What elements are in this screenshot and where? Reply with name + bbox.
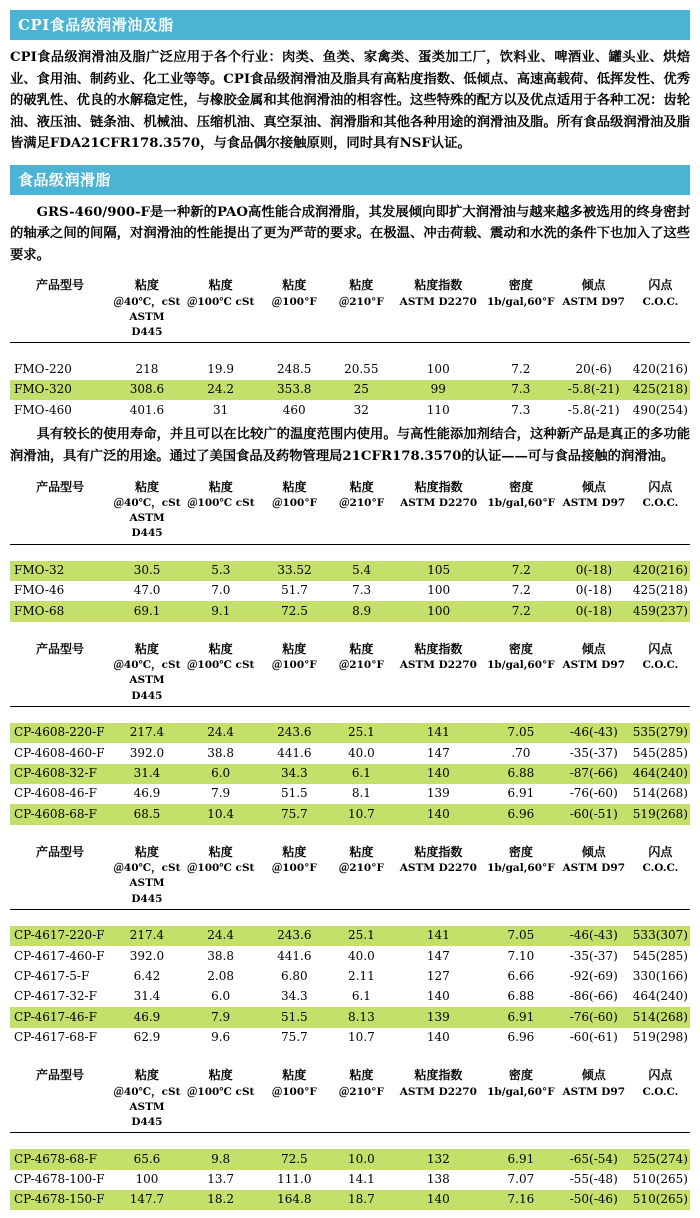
block-spacer — [10, 829, 690, 843]
table-body-1 — [10, 343, 690, 421]
cell-v210f: 10.7 — [348, 1030, 375, 1045]
table-header — [10, 843, 690, 910]
col-header-density: 密度 1b/gal,60°F — [487, 278, 555, 308]
col-header-viscosity-100f: 粘度 ＠100°F — [271, 641, 317, 672]
col-header-viscosity-100f: 粘度 ＠100°F — [271, 844, 317, 875]
cell-pour: -60(-61) — [569, 1030, 618, 1045]
col-header-viscosity-100f: 粘度 ＠100°F — [271, 278, 317, 308]
col-header-flash-point: 闪点 C.O.C. — [642, 844, 679, 875]
col-header-density: 密度 1b/gal,60°F — [487, 844, 555, 875]
cell-v210f: 10.7 — [331, 804, 391, 824]
spec-table — [10, 1066, 690, 1210]
cell-model: CP-4678-68-F — [10, 1149, 110, 1169]
cell-v40: 69.1 — [110, 601, 184, 621]
cell-dens: 6.96 — [485, 804, 557, 824]
cell-v100f: 441.6 — [277, 948, 312, 963]
cell-v100c: 5.3 — [184, 561, 258, 581]
cell-model: CP-4617-46-F — [10, 1007, 110, 1027]
cell-v100f: 51.5 — [257, 1007, 331, 1027]
col-header-viscosity-210f: 粘度 ＠210°F — [338, 278, 384, 308]
table-spacer-row — [10, 706, 690, 723]
cell-v100c: 10.4 — [184, 804, 258, 824]
cell-vi: 100 — [392, 601, 486, 621]
spec-table-block-4 — [10, 843, 690, 1048]
table-row — [10, 1190, 690, 1210]
cell-v100c: 18.2 — [184, 1190, 258, 1210]
cell-model: CP-4608-32-F — [10, 764, 110, 784]
cell-v40: 31.4 — [110, 764, 184, 784]
col-header-viscosity-40c: 粘度 ＠40℃，cSt ASTM D445 — [113, 641, 181, 702]
cell-v100f: 460 — [282, 402, 306, 417]
table-row — [10, 723, 690, 743]
cell-model: FMO-460 — [14, 402, 72, 417]
table-row — [10, 946, 690, 966]
block-spacer — [10, 626, 690, 640]
table-row — [10, 804, 690, 824]
cell-v100c: 38.8 — [207, 948, 234, 963]
cell-dens: .70 — [511, 745, 531, 760]
cell-flash: 519(298) — [632, 1030, 688, 1045]
cell-dens: 7.10 — [507, 948, 535, 963]
cell-pour: -60(-51) — [557, 804, 631, 824]
cell-vi: 147 — [426, 948, 450, 963]
cell-v100c: 7.9 — [184, 1007, 258, 1027]
cell-flash: 490(254) — [632, 402, 688, 417]
table-header — [10, 640, 690, 707]
col-header-density: 密度 1b/gal,60°F — [487, 1068, 555, 1098]
col-header-model: 产品型号 — [36, 1068, 85, 1083]
spec-table-block-1 — [10, 276, 690, 420]
cell-model: CP-4608-220-F — [10, 723, 110, 743]
table-row — [10, 1170, 690, 1190]
cell-v40: 308.6 — [110, 380, 184, 400]
col-header-viscosity-40c: 粘度 ＠40℃，cSt ASTM D445 — [113, 479, 181, 540]
cell-dens: 7.05 — [485, 723, 557, 743]
cell-model: CP-4617-220-F — [10, 926, 110, 946]
cell-v100f: 34.3 — [257, 764, 331, 784]
cell-flash: 535(279) — [631, 723, 690, 743]
cell-pour: -35(-37) — [569, 745, 618, 760]
cell-dens: 7.3 — [511, 402, 531, 417]
cell-v100f: 51.7 — [281, 583, 308, 598]
col-header-viscosity-100c: 粘度 ＠100℃ cSt — [187, 479, 255, 509]
cell-v100c: 6.0 — [211, 989, 231, 1004]
table-body-2 — [10, 544, 690, 622]
cell-v210f: 14.1 — [348, 1172, 375, 1187]
section-heading-1: CPI食品级润滑油及脂 — [10, 10, 690, 40]
col-header-pour-point: 倾点 ASTM D97 — [562, 641, 626, 672]
cell-dens: 7.07 — [507, 1172, 535, 1187]
cell-dens: 7.2 — [511, 361, 531, 376]
col-header-model: 产品型号 — [36, 641, 85, 656]
cell-v100c: 6.0 — [184, 764, 258, 784]
table-row — [10, 380, 690, 400]
table-row — [10, 784, 690, 804]
cell-v40: 46.9 — [110, 1007, 184, 1027]
cell-v210f: 25 — [331, 380, 391, 400]
cell-dens: 7.2 — [485, 601, 557, 621]
cell-v40: 6.42 — [133, 969, 161, 984]
col-header-flash-point: 闪点 C.O.C. — [642, 1068, 679, 1098]
cell-vi: 100 — [427, 583, 451, 598]
cell-v100f: 75.7 — [280, 1030, 308, 1045]
col-header-density: 密度 1b/gal,60°F — [487, 641, 555, 672]
col-header-viscosity-210f: 粘度 ＠210°F — [338, 844, 384, 875]
table-spacer-row — [10, 909, 690, 926]
cell-flash: 514(268) — [632, 786, 688, 801]
cell-v100f: 441.6 — [277, 745, 312, 760]
cell-flash: 420(216) — [632, 361, 688, 376]
cell-v100c: 24.4 — [184, 926, 258, 946]
spec-table-block-3 — [10, 640, 690, 825]
cell-model: CP-4608-460-F — [14, 745, 105, 760]
cell-v210f: 20.55 — [344, 361, 379, 376]
cell-model: CP-4608-68-F — [10, 804, 110, 824]
col-header-viscosity-210f: 粘度 ＠210°F — [339, 479, 385, 509]
col-header-viscosity-100c: 粘度 ＠100℃ cSt — [186, 844, 255, 875]
cell-v210f: 8.13 — [331, 1007, 391, 1027]
col-header-viscosity-index: 粘度指数 ASTM D2270 — [400, 479, 478, 509]
table-row — [10, 764, 690, 784]
cell-dens: 6.91 — [507, 786, 535, 801]
cell-vi: 140 — [392, 804, 486, 824]
cell-v210f: 6.1 — [351, 989, 371, 1004]
cell-v210f: 6.1 — [331, 764, 391, 784]
cell-model: CP-4608-46-F — [14, 786, 97, 801]
cell-v40: 100 — [135, 1172, 159, 1187]
cell-flash: 459(237) — [631, 601, 690, 621]
col-header-viscosity-100c: 粘度 ＠100℃ cSt — [186, 1068, 255, 1098]
cell-dens: 7.2 — [485, 561, 557, 581]
cell-model: CP-4678-150-F — [10, 1190, 110, 1210]
cell-v100c: 24.2 — [184, 380, 258, 400]
cell-v210f: 32 — [353, 402, 369, 417]
cell-v40: 217.4 — [110, 926, 184, 946]
cell-v100c: 38.8 — [207, 745, 234, 760]
cell-v40: 46.9 — [133, 786, 161, 801]
cell-vi: 139 — [426, 786, 450, 801]
col-header-viscosity-210f: 粘度 ＠210°F — [338, 641, 384, 672]
table-header — [10, 478, 690, 545]
cell-pour: -50(-46) — [557, 1190, 631, 1210]
cell-dens: 6.96 — [507, 1030, 535, 1045]
cell-v100c: 9.8 — [184, 1149, 258, 1169]
cell-v100f: 72.5 — [258, 601, 332, 621]
cell-flash: 510(265) — [631, 1190, 690, 1210]
cell-v40: 218 — [135, 361, 159, 376]
cell-pour: -46(-43) — [557, 926, 631, 946]
cell-v100f: 248.5 — [277, 361, 312, 376]
cell-v210f: 25.1 — [331, 926, 391, 946]
cell-v40: 62.9 — [133, 1030, 161, 1045]
table-row — [10, 581, 690, 601]
cell-flash: 464(240) — [632, 989, 688, 1004]
cell-v210f: 40.0 — [348, 948, 375, 963]
spec-table — [10, 276, 690, 420]
cell-v210f: 8.9 — [331, 601, 392, 621]
cell-v40: 217.4 — [110, 723, 184, 743]
cell-pour: 0(-18) — [575, 583, 613, 598]
col-header-viscosity-40c: 粘度 ＠40℃，cSt ASTM D445 — [113, 844, 181, 905]
cell-vi: 140 — [392, 1190, 486, 1210]
cell-dens: 6.91 — [485, 1149, 557, 1169]
cell-flash: 464(240) — [631, 764, 690, 784]
mid-paragraph: 具有较长的使用寿命，并且可以在比较广的温度范围内使用。与高性能添加剂结合，这种新产品是真正的多功能润滑油，具有广泛的用途。通过了美国食品及药物管理局21CFR178.3570的认证——可与食品接触的润滑油。 — [10, 427, 690, 464]
cell-flash: 510(265) — [632, 1172, 688, 1187]
cell-vi: 141 — [392, 926, 486, 946]
cell-flash: 519(268) — [631, 804, 690, 824]
col-header-viscosity-40c: 粘度 ＠40℃，cSt ASTM D445 — [113, 1068, 181, 1128]
table-header — [10, 276, 690, 343]
cell-model: FMO-32 — [10, 561, 110, 581]
cell-flash: 545(285) — [632, 948, 688, 963]
col-header-pour-point: 倾点 ASTM D97 — [562, 278, 625, 308]
cell-flash: 420(216) — [631, 561, 690, 581]
table-row — [10, 926, 690, 946]
cell-vi: 147 — [426, 745, 450, 760]
cell-v100f: 111.0 — [277, 1172, 312, 1187]
col-header-flash-point: 闪点 C.O.C. — [642, 278, 679, 308]
cell-dens: 6.88 — [507, 989, 535, 1004]
col-header-viscosity-100c: 粘度 ＠100℃ cSt — [186, 278, 255, 308]
cell-pour: -92(-69) — [569, 969, 618, 984]
cell-flash: 514(268) — [631, 1007, 690, 1027]
table-spacer-row — [10, 343, 690, 360]
cell-pour: 20(-6) — [575, 361, 612, 376]
cell-v100c: 31 — [212, 402, 229, 417]
spec-table-block-5 — [10, 1066, 690, 1210]
cell-v40: 68.5 — [110, 804, 184, 824]
cell-v100c: 9.6 — [211, 1030, 231, 1045]
cell-v100f: 72.5 — [257, 1149, 331, 1169]
cell-v100c: 9.1 — [184, 601, 258, 621]
col-header-pour-point: 倾点 ASTM D97 — [562, 1068, 626, 1098]
cell-pour: -87(-66) — [557, 764, 631, 784]
cell-v210f: 18.7 — [331, 1190, 391, 1210]
table-row — [10, 1149, 690, 1169]
spec-table-block-2 — [10, 478, 690, 622]
cell-v210f: 2.11 — [348, 969, 375, 984]
cell-dens: 7.05 — [485, 926, 557, 946]
col-header-viscosity-index: 粘度指数 ASTM D2270 — [399, 641, 477, 672]
cell-v100c: 19.9 — [207, 361, 234, 376]
cell-v100f: 353.8 — [257, 380, 331, 400]
table-body-5 — [10, 1133, 690, 1211]
cell-v210f: 8.1 — [351, 786, 371, 801]
col-header-model: 产品型号 — [36, 479, 85, 494]
section-heading-2: 食品级润滑脂 — [10, 165, 690, 195]
table-body-4 — [10, 909, 690, 1048]
cell-v100f: 33.52 — [258, 561, 332, 581]
cell-model: CP-4678-100-F — [14, 1172, 105, 1187]
cell-v100f: 51.5 — [280, 786, 308, 801]
cell-v40: 65.6 — [110, 1149, 184, 1169]
cell-vi: 105 — [392, 561, 486, 581]
cell-vi: 140 — [392, 764, 486, 784]
cell-model: FMO-68 — [10, 601, 110, 621]
cell-dens: 6.91 — [485, 1007, 557, 1027]
cell-v40: 392.0 — [129, 948, 165, 963]
col-header-model: 产品型号 — [36, 844, 85, 859]
cell-vi: 138 — [426, 1172, 450, 1187]
cell-model: FMO-320 — [10, 380, 110, 400]
cell-pour: 0(-18) — [557, 561, 631, 581]
cell-v40: 31.4 — [133, 989, 161, 1004]
cell-v210f: 5.4 — [331, 561, 392, 581]
col-header-flash-point: 闪点 C.O.C. — [642, 479, 679, 509]
cell-model: CP-4617-5-F — [14, 969, 90, 984]
col-header-viscosity-index: 粘度指数 ASTM D2270 — [399, 278, 477, 308]
table-row — [10, 561, 690, 581]
cell-vi: 140 — [426, 989, 450, 1004]
cell-model: CP-4617-32-F — [14, 989, 97, 1004]
col-header-pour-point: 倾点 ASTM D97 — [562, 479, 626, 509]
cell-v100f: 6.80 — [280, 969, 308, 984]
table-row — [10, 967, 690, 987]
cell-pour: -35(-37) — [569, 948, 618, 963]
cell-flash: 545(285) — [632, 745, 688, 760]
col-header-viscosity-100f: 粘度 ＠100°F — [271, 479, 318, 509]
table-row — [10, 1007, 690, 1027]
cell-flash: 330(166) — [632, 969, 688, 984]
cell-pour: -86(-66) — [569, 989, 618, 1004]
cell-v100c: 24.4 — [184, 723, 258, 743]
cell-flash: 425(218) — [632, 583, 688, 598]
spec-table — [10, 640, 690, 825]
cell-v100f: 243.6 — [257, 926, 331, 946]
section-paragraph-2: GRS-460/900-F是一种新的PAO高性能合成润滑脂，其发展倾向即扩大润滑油与越来越多被选用的终身密封的轴承之间的间隔，对润滑油的性能提出了更为严苛的要求。在极温、冲击荷载、震动和水洗的条件下也加入了这些要求。 — [10, 204, 690, 263]
table-spacer-row — [10, 544, 690, 561]
cell-pour: -76(-60) — [569, 786, 618, 801]
cell-pour: -5.8(-21) — [557, 380, 631, 400]
cell-vi: 140 — [426, 1030, 450, 1045]
cell-flash: 533(307) — [631, 926, 690, 946]
cell-model: CP-4617-68-F — [14, 1030, 97, 1045]
cell-v100c: 2.08 — [207, 969, 234, 984]
cell-v100f: 75.7 — [257, 804, 331, 824]
cell-v40: 30.5 — [110, 561, 184, 581]
cell-v40: 401.6 — [129, 402, 165, 417]
col-header-viscosity-100f: 粘度 ＠100°F — [271, 1068, 317, 1098]
cell-v210f: 7.3 — [352, 583, 372, 598]
col-header-viscosity-210f: 粘度 ＠210°F — [338, 1068, 384, 1098]
cell-v100f: 34.3 — [280, 989, 308, 1004]
cell-model: CP-4617-460-F — [14, 948, 105, 963]
cell-dens: 6.66 — [507, 969, 535, 984]
cell-v210f: 10.0 — [331, 1149, 391, 1169]
section-paragraph-1: CPI食品级润滑油及脂广泛应用于各个行业：肉类、鱼类、家禽类、蛋类加工厂，饮料业、啤酒业、罐头业、烘焙业、食用油、制药业、化工业等等。CPI食品级润滑油及脂具有高粘度指数、低倾点、高速高载荷、低挥发性、优秀的破乳性、优良的水解稳定性，与橡胶金属和其他润滑油的相容性。这些特殊的配方以及优点适用于各种工况：齿轮油、液压油、链条油、机械油、压缩机油、真空泵油、润滑脂和其他各种用途的润滑油及脂。所有食品级润滑油及脂皆满足FDA21CFR178.3570，与食品偶尔接触原则，同时具有NSF认证。 — [10, 50, 690, 152]
cell-vi: 100 — [426, 361, 450, 376]
col-header-viscosity-40c: 粘度 ＠40℃，cSt ASTM D445 — [113, 278, 181, 339]
table-row — [10, 359, 690, 379]
cell-pour: -55(-48) — [569, 1172, 618, 1187]
table-header — [10, 1066, 690, 1133]
col-header-viscosity-index: 粘度指数 ASTM D2270 — [399, 844, 477, 875]
cell-dens: 7.16 — [485, 1190, 557, 1210]
cell-v100c: 13.7 — [207, 1172, 234, 1187]
cell-v210f: 40.0 — [348, 745, 375, 760]
cell-v40: 47.0 — [133, 583, 161, 598]
cell-vi: 127 — [426, 969, 450, 984]
cell-vi: 139 — [392, 1007, 486, 1027]
table-row — [10, 987, 690, 1007]
table-row — [10, 1028, 690, 1048]
cell-dens: 7.3 — [485, 380, 557, 400]
block-spacer — [10, 1052, 690, 1066]
spec-table — [10, 478, 690, 622]
col-header-model: 产品型号 — [36, 278, 85, 293]
cell-vi: 141 — [392, 723, 486, 743]
cell-pour: -65(-54) — [557, 1149, 631, 1169]
cell-vi: 132 — [392, 1149, 486, 1169]
cell-pour: -5.8(-21) — [567, 402, 620, 417]
cell-model: FMO-220 — [14, 361, 72, 376]
spec-table — [10, 843, 690, 1048]
col-header-flash-point: 闪点 C.O.C. — [642, 641, 679, 672]
table-body-3 — [10, 706, 690, 824]
cell-v100c: 7.0 — [211, 583, 231, 598]
table-spacer-row — [10, 1133, 690, 1150]
cell-v210f: 25.1 — [331, 723, 391, 743]
cell-pour: 0(-18) — [557, 601, 631, 621]
cell-dens: 6.88 — [485, 764, 557, 784]
col-header-viscosity-100c: 粘度 ＠100℃ cSt — [186, 641, 255, 672]
col-header-viscosity-index: 粘度指数 ASTM D2270 — [399, 1068, 477, 1098]
table-row — [10, 601, 690, 621]
cell-pour: -46(-43) — [557, 723, 631, 743]
col-header-pour-point: 倾点 ASTM D97 — [562, 844, 626, 875]
cell-vi: 99 — [392, 380, 486, 400]
cell-v100f: 164.8 — [257, 1190, 331, 1210]
table-row — [10, 400, 690, 420]
cell-pour: -76(-60) — [557, 1007, 631, 1027]
cell-vi: 110 — [426, 402, 450, 417]
table-row — [10, 743, 690, 763]
cell-flash: 425(218) — [631, 380, 690, 400]
cell-flash: 525(274) — [631, 1149, 690, 1169]
cell-v100f: 243.6 — [257, 723, 331, 743]
cell-v100c: 7.9 — [211, 786, 231, 801]
cell-v40: 147.7 — [110, 1190, 184, 1210]
cell-dens: 7.2 — [511, 583, 531, 598]
col-header-density: 密度 1b/gal,60°F — [487, 479, 556, 509]
cell-model: FMO-46 — [14, 583, 65, 598]
cell-v40: 392.0 — [129, 745, 165, 760]
